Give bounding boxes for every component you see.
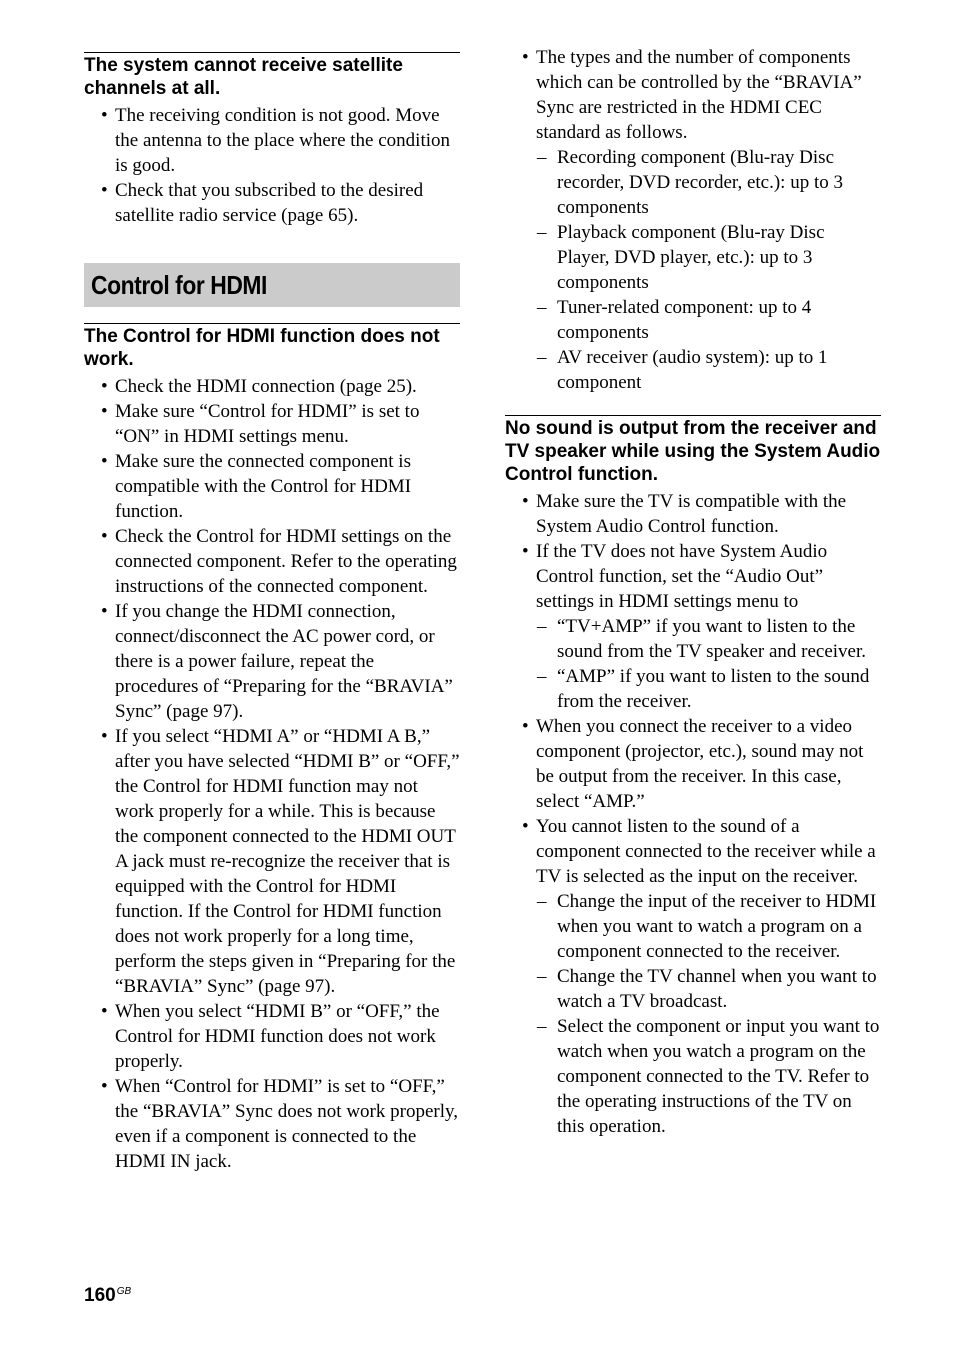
section-banner	[84, 263, 460, 307]
sub-list-item: – “AMP” if you want to listen to the sound from the receiver.	[505, 664, 881, 714]
page-number-value: 160	[84, 1285, 116, 1306]
sub-list-item: – AV receiver (audio system): up to 1 component	[505, 345, 881, 395]
list-item: • Make sure the connected component is compatible with the Control for HDMI function.	[84, 449, 460, 524]
section-title: Control for HDMI	[91, 270, 267, 300]
sub-list-item: – Change the input of the receiver to HDMI when you want to watch a program on a component connected to the receiver.	[505, 889, 881, 964]
hdmi-function-list	[84, 374, 460, 1174]
sub-list-item: – Recording component (Blu-ray Disc recorder, DVD recorder, etc.): up to 3 components	[505, 145, 881, 220]
hdmi-function-heading: The Control for HDMI function does not work.	[84, 323, 460, 371]
list-item: • If you change the HDMI connection, connect/disconnect the AC power cord, or there is a power failure, repeat the procedures of “Preparing for the “BRAVIA” Sync” (page 97).	[84, 599, 460, 724]
types-list	[505, 45, 881, 395]
sub-list-item: – Select the component or input you want to watch when you watch a program on the component connected to the TV. Refer to the operating instructions of the TV on this operation.	[505, 1014, 881, 1139]
satellite-heading: The system cannot receive satellite channels at all.	[84, 52, 460, 100]
list-item: • When “Control for HDMI” is set to “OFF,” the “BRAVIA” Sync does not work properly, even if a component is connected to the HDMI IN jack.	[84, 1074, 460, 1174]
sub-list-item: – Tuner-related component: up to 4 components	[505, 295, 881, 345]
page-number	[84, 1280, 131, 1308]
list-item: • You cannot listen to the sound of a component connected to the receiver while a TV is selected as the input on the receiver.	[505, 814, 881, 889]
list-item: • If the TV does not have System Audio Control function, set the “Audio Out” settings in HDMI settings menu to	[505, 539, 881, 614]
list-item: • The receiving condition is not good. Move the antenna to the place where the condition is good.	[84, 103, 460, 178]
list-item: • Make sure the TV is compatible with the System Audio Control function.	[505, 489, 881, 539]
list-item: • The types and the number of components which can be controlled by the “BRAVIA” Sync are restricted in the HDMI CEC standard as follows.	[505, 45, 881, 145]
list-item: • Check that you subscribed to the desired satellite radio service (page 65).	[84, 178, 460, 228]
no-sound-list	[505, 489, 881, 1139]
list-item: • Check the HDMI connection (page 25).	[84, 374, 460, 399]
list-item: • When you select “HDMI B” or “OFF,” the Control for HDMI function does not work properly.	[84, 999, 460, 1074]
sub-list-item: – Change the TV channel when you want to watch a TV broadcast.	[505, 964, 881, 1014]
list-item: • If you select “HDMI A” or “HDMI A B,” after you have selected “HDMI B” or “OFF,” the Control for HDMI function may not work properly for a while. This is because the component connected to the HDMI OUT A jack must re-recognize the receiver that is equipped with the Control for HDMI function. If the Control for HDMI function does not work properly for a long time, perform the steps given in “Preparing for the “BRAVIA” Sync” (page 97).	[84, 724, 460, 999]
sub-list-item: – “TV+AMP” if you want to listen to the sound from the TV speaker and receiver.	[505, 614, 881, 664]
no-sound-heading: No sound is output from the receiver and TV speaker while using the System Audio Control function.	[505, 415, 881, 486]
list-item: • Make sure “Control for HDMI” is set to “ON” in HDMI settings menu.	[84, 399, 460, 449]
list-item: • When you connect the receiver to a video component (projector, etc.), sound may not be output from the receiver. In this case, select “AMP.”	[505, 714, 881, 814]
satellite-list	[84, 103, 460, 228]
sub-list-item: – Playback component (Blu-ray Disc Player, DVD player, etc.): up to 3 components	[505, 220, 881, 295]
page-number-suffix: GB	[116, 1286, 132, 1297]
list-item: • Check the Control for HDMI settings on the connected component. Refer to the operating instructions of the connected component.	[84, 524, 460, 599]
